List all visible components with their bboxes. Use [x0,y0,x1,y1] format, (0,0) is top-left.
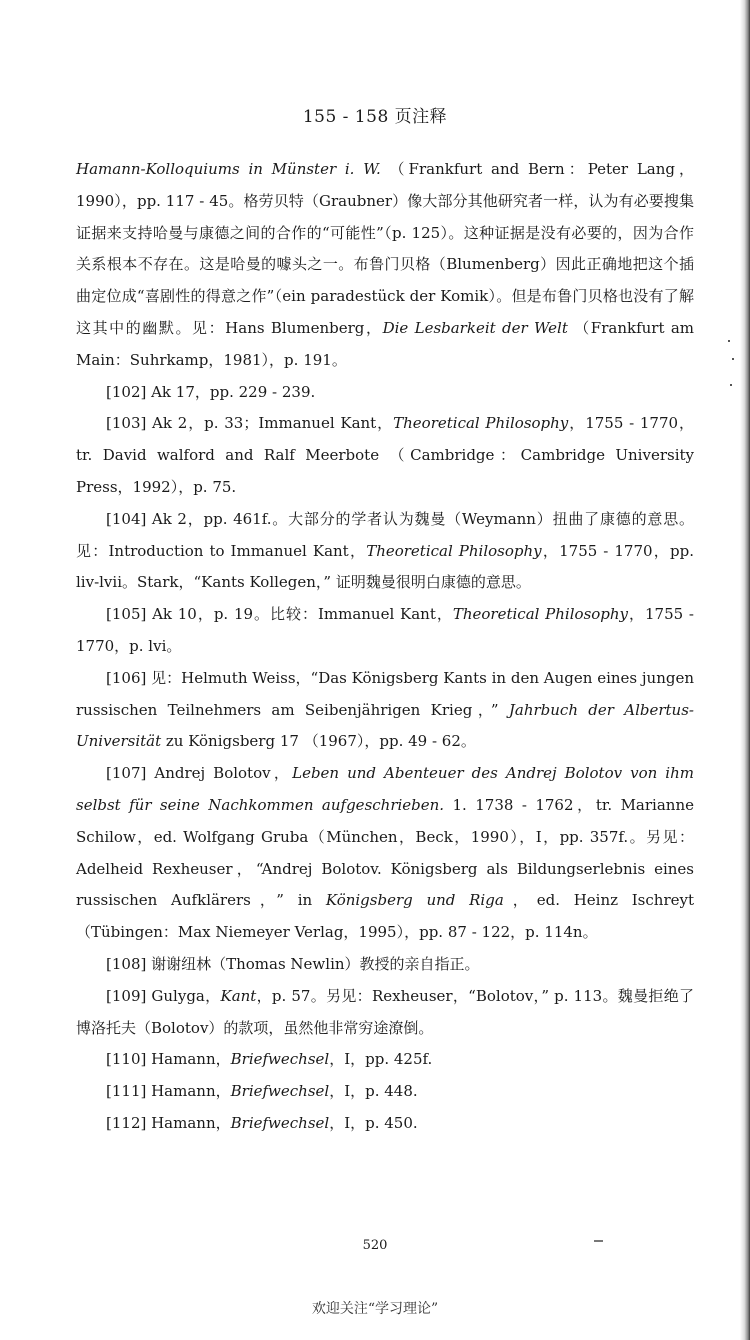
note-111: [111] Hamann，Briefwechsel，I，p. 448. [106,1082,418,1101]
note-106: [106] 见：Helmuth Weiss，“Das Königsberg Kants in den Augen eines jungen russischen Teilnehmers am Seibenjährigen Krieg，” Jahrbuch der Albertus-Universität zu Königsberg 17 （1967），pp. 49 - 62。 [76,668,694,751]
note-104: [104] Ak 2，pp. 461f.。大部分的学者认为魏曼（Weymann）扭曲了康德的意思。见：Introduction to Immanuel Kant，Theoretical Philosophy，1755 - 1770，pp. liv-lvii。Stark，“Kants Kollegen，” 证明魏曼很明白康德的意思。 [76,509,694,592]
note-103: [103] Ak 2，p. 33；Immanuel Kant，Theoretical Philosophy，1755 - 1770，tr. David walford and Ralf Meerbote （Cambridge：Cambridge University Press，1992），p. 75. [76,414,695,496]
page-heading: 155 - 158 页注释 [302,107,448,127]
note-107: [107] Andrej Bolotov，Leben und Abenteuer des Andrej Bolotov von ihm selbst für seine Nachkommen aufgeschrieben. 1. 1738 - 1762，tr. Marianne Schilow，ed. Wolfgang Gruba（München，Beck，1990），I，pp. 357f.。另见：Adelheid Rexheuser，“Andrej Bolotov. Königsberg als Bildungserlebnis eines russischen Aufklärers，” in Königsberg und Riga，ed. Heinz Ischreyt （Tübingen：Max Niemeyer Verlag，1995），pp. 87 - 122，p. 114n。 [76,764,694,942]
page-number: 520 [362,1238,388,1253]
note-continuation: Hamann-Kolloquiums in Münster i. W. （Frankfurt and Bern：Peter Lang，1990），pp. 117 - 45。格劳贝特（Graubner）像大部分其他研究者一样，认为有必要搜集证据来支持哈曼与康德之间的合作的“可能性”（p. 125）。这种证据是没有必要的，因为合作关系根本不存在。这是哈曼的噱头之一。布鲁门贝格（Blumenberg）因此正确地把这个插曲定位成“喜剧性的得意之作”（ein paradestück der Komik）。但是布鲁门贝格也没有了解这其中的幽默。见：Hans Blumenberg，Die Lesbarkeit der Welt （Frankfurt am Main：Suhrkamp，1981），p. 191。 [76,160,695,369]
note-109: [109] Gulyga，Kant，p. 57。另见：Rexheuser，“Bolotov，” p. 113。魏曼拒绝了博洛托夫（Bolotov）的款项，虽然他非常穷途潦倒。 [76,986,695,1037]
note-105: [105] Ak 10，p. 19。比较：Immanuel Kant，Theoretical Philosophy，1755 - 1770，p. lvi。 [76,605,694,655]
italic-title: Hamann-Kolloquiums in Münster i. W. [76,160,381,178]
footer-watermark: 欢迎关注“学习理论” [311,1301,439,1317]
scan-mark [594,1240,603,1242]
scan-specks [728,340,736,400]
note-110: [110] Hamann，Briefwechsel，I，pp. 425f. [106,1050,433,1069]
notes-body [76,154,694,1140]
note-112: [112] Hamann，Briefwechsel，I，p. 450. [106,1113,418,1132]
page-edge-shadow [740,0,750,1340]
note-108: [108] 谢谢纽林（Thomas Newlin）教授的亲自指正。 [106,954,480,973]
note-102: [102] Ak 17，pp. 229 - 239. [106,382,316,401]
